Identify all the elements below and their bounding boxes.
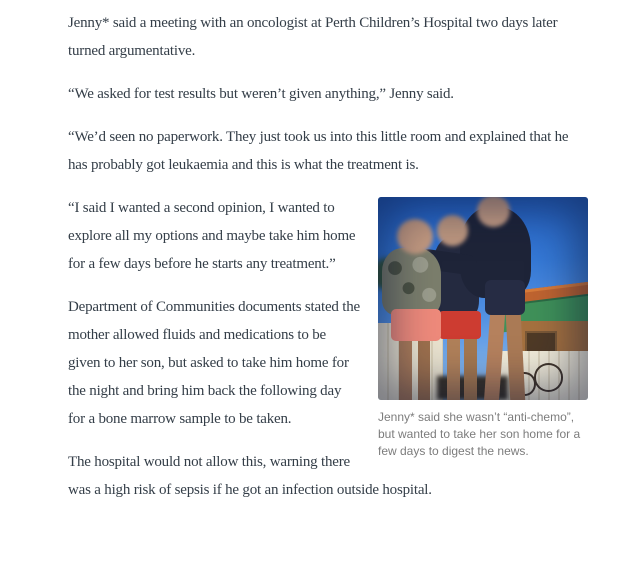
- photo-caption: Jenny* said she wasn’t “anti-chemo”, but wanted to take her son home for a few days to digest the news.: [378, 410, 581, 458]
- article-paragraph: Jenny* said a meeting with an oncologist at Perth Children’s Hospital two days later turned argumentative.: [68, 15, 558, 59]
- article-paragraph: The hospital would not allow this, warning there was a high risk of sepsis if he got an infection outside hospital.: [68, 454, 432, 498]
- family-photo: [378, 197, 588, 400]
- article-paragraph: “We’d seen no paperwork. They just took us into this little room and explained that he has probably got leukaemia and this is what the treatment is.: [68, 129, 569, 173]
- article-paragraph: “We asked for test results but weren’t given anything,” Jenny said.: [68, 86, 454, 102]
- article-figure: [378, 197, 588, 460]
- photo-vignette: [378, 197, 588, 400]
- article-paragraph: “I said I wanted a second opinion, I wanted to explore all my options and maybe take him home for a few days before he starts any treatment.”: [68, 200, 356, 272]
- article-paragraph: Department of Communities documents stated the mother allowed fluids and medications to be given to her son, but asked to take him home for the night and bring him back the following day for a bone marrow sample to be taken.: [68, 299, 360, 427]
